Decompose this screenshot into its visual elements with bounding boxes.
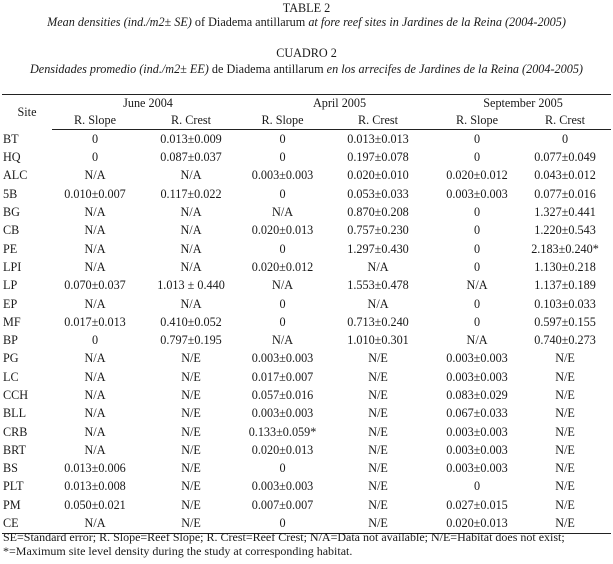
density-cell: 0 <box>279 314 286 329</box>
table-label: TABLE 2 <box>282 1 331 15</box>
site-code: ALC <box>3 168 28 183</box>
density-cell: N/E <box>555 351 575 366</box>
table-row <box>2 148 611 166</box>
habitat-header: R. Crest <box>138 112 244 130</box>
site-code: LC <box>3 369 19 384</box>
density-table <box>2 94 611 534</box>
density-cell: 0.087±0.037 <box>160 150 222 165</box>
density-cell: N/E <box>368 461 388 476</box>
density-cell: N/E <box>181 442 201 457</box>
density-cell: 0.043±0.012 <box>534 168 596 183</box>
site-code: BG <box>3 205 20 220</box>
habitat-header: R. Slope <box>435 112 519 130</box>
density-cell: 0 <box>279 461 286 476</box>
period-header: September 2005 <box>435 95 611 113</box>
density-cell: N/E <box>555 387 575 402</box>
density-cell: 0.077±0.016 <box>534 186 596 201</box>
table-footnote <box>3 530 611 559</box>
density-cell: N/E <box>181 351 201 366</box>
table-title-part-3: at fore reef sites in Jardines de la Reina (2004-2005) <box>305 15 566 29</box>
density-cell: N/E <box>181 387 201 402</box>
table-row <box>2 331 611 349</box>
table-row <box>2 240 611 258</box>
density-cell: N/E <box>555 479 575 494</box>
density-cell: N/E <box>138 514 244 533</box>
habitat-header: R. Slope <box>244 112 321 130</box>
table-row <box>2 221 611 239</box>
density-cell: 0.003±0.003 <box>251 351 314 366</box>
density-cell: 0 <box>473 223 481 238</box>
density-cell: N/A <box>180 259 202 274</box>
density-cell: N/E <box>181 479 201 494</box>
density-cell: N/A <box>84 351 106 366</box>
density-cell: 0.013±0.013 <box>347 131 409 146</box>
density-cell: N/A <box>84 205 106 220</box>
table-row <box>2 496 611 514</box>
density-cell: 0.597±0.155 <box>534 314 596 329</box>
site-code: CE <box>2 514 52 533</box>
density-cell: N/A <box>367 296 389 311</box>
density-cell: 0.133±0.059* <box>248 424 317 439</box>
density-cell: N/A <box>52 514 138 533</box>
site-code: PE <box>3 241 18 256</box>
density-cell: 0.017±0.007 <box>251 369 314 384</box>
density-cell: 0.003±0.003 <box>446 351 508 366</box>
density-cell: N/A <box>180 296 202 311</box>
density-cell: N/A <box>84 241 106 256</box>
density-cell: 0.003±0.003 <box>446 186 508 201</box>
density-cell: 0.003±0.003 <box>446 369 508 384</box>
density-cell: N/A <box>272 205 294 220</box>
density-cell: 0 <box>279 150 286 165</box>
density-cell: 0.117±0.022 <box>160 186 222 201</box>
period-header: June 2004 <box>52 95 244 113</box>
density-cell: N/A <box>466 333 488 348</box>
density-cell: 0.003±0.003 <box>446 424 508 439</box>
density-cell: 0 <box>473 259 481 274</box>
table-row <box>2 295 611 313</box>
density-cell: N/A <box>180 241 202 256</box>
density-cell: N/E <box>368 387 388 402</box>
density-cell: 0 <box>279 296 286 311</box>
site-code: BRT <box>3 442 26 457</box>
density-cell: N/E <box>555 442 575 457</box>
density-cell: N/A <box>180 223 202 238</box>
density-cell: 0.020±0.012 <box>251 259 314 274</box>
density-cell: 0 <box>561 131 569 146</box>
density-cell: 0 <box>244 514 321 533</box>
density-cell: 0.003±0.003 <box>251 168 314 183</box>
density-cell: 0 <box>279 131 286 146</box>
density-cell: N/E <box>181 369 201 384</box>
density-cell: 0.740±0.273 <box>534 333 596 348</box>
density-cell: 0.003±0.003 <box>251 406 314 421</box>
site-code: LP <box>3 278 18 293</box>
density-cell: 1.137±0.189 <box>534 278 596 293</box>
density-cell: 0 <box>473 150 481 165</box>
table-row <box>2 441 611 459</box>
density-cell: N/E <box>181 406 201 421</box>
site-code: CB <box>3 223 20 238</box>
habitat-header: R. Slope <box>52 112 138 130</box>
density-cell: N/E <box>519 514 611 533</box>
site-code: BLL <box>3 406 27 421</box>
table-row <box>2 185 611 203</box>
density-cell: 0 <box>91 131 99 146</box>
density-cell: N/E <box>368 406 388 421</box>
habitat-header: R. Crest <box>519 112 611 130</box>
cuadro-label: CUADRO 2 <box>276 46 337 60</box>
density-cell: N/E <box>555 424 575 439</box>
density-cell: N/E <box>555 461 575 476</box>
table-row <box>2 459 611 477</box>
density-cell: N/A <box>466 278 488 293</box>
density-cell: 1.130±0.218 <box>534 259 596 274</box>
density-cell: 1.297±0.430 <box>347 241 409 256</box>
table-row <box>2 258 611 276</box>
table-title-part-1: Mean densities (ind./m2± SE) <box>47 15 192 29</box>
density-cell: 0.050±0.021 <box>64 497 126 512</box>
density-cell: 0 <box>91 333 99 348</box>
density-cell: 0.007±0.007 <box>251 497 314 512</box>
table-row <box>2 130 611 149</box>
density-cell: N/E <box>181 461 201 476</box>
density-cell: N/A <box>84 387 106 402</box>
footnote-line: SE=Standard error; R. Slope=Reef Slope; R. Crest=Reef Crest; N/A=Data not available; N/E=Habitat does not exist; <box>3 530 565 544</box>
density-cell: 0 <box>473 131 481 146</box>
cuadro-title <box>0 62 613 77</box>
density-cell: 0.870±0.208 <box>347 205 409 220</box>
site-code: CCH <box>3 387 29 402</box>
site-code: BS <box>3 461 18 476</box>
density-cell: 0.083±0.029 <box>446 387 508 402</box>
density-cell: N/E <box>555 369 575 384</box>
density-cell: N/A <box>84 424 106 439</box>
density-cell: 0.057±0.016 <box>251 387 314 402</box>
density-cell: 0.003±0.003 <box>446 442 508 457</box>
density-cell: 0 <box>473 205 481 220</box>
habitat-header: R. Crest <box>321 112 435 130</box>
table-title <box>0 15 613 30</box>
density-cell: 0.020±0.010 <box>347 168 409 183</box>
density-cell: 0.020±0.013 <box>251 223 314 238</box>
density-cell: N/A <box>84 223 106 238</box>
density-cell: 0.410±0.052 <box>160 314 222 329</box>
density-cell: 1.220±0.543 <box>534 223 596 238</box>
site-code: HQ <box>3 150 21 165</box>
density-cell: N/E <box>555 406 575 421</box>
density-cell: 0.013±0.008 <box>64 479 126 494</box>
density-cell: 0.020±0.013 <box>251 442 314 457</box>
density-cell: N/A <box>84 259 106 274</box>
site-header: Site <box>2 95 52 130</box>
density-cell: 0.103±0.033 <box>534 296 596 311</box>
density-cell: 0.013±0.006 <box>64 461 126 476</box>
density-cell: 0 <box>279 186 286 201</box>
density-cell: N/E <box>368 497 388 512</box>
density-cell: 1.327±0.441 <box>534 205 596 220</box>
period-header: April 2005 <box>244 95 435 113</box>
density-cell: 0.003±0.003 <box>446 461 508 476</box>
density-cell: 0.027±0.015 <box>446 497 508 512</box>
site-code: MF <box>3 314 21 329</box>
density-cell: 0.757±0.230 <box>347 223 409 238</box>
site-code: CRB <box>3 424 28 439</box>
density-cell: 0 <box>473 241 481 256</box>
table-body <box>2 130 611 534</box>
cuadro-title-part-3: en los arrecifes de Jardines de la Reina (2004-2005) <box>323 62 583 76</box>
density-cell: 0.003±0.003 <box>251 479 314 494</box>
cuadro-title-species: Diadema antillarum <box>226 62 324 76</box>
header-row-habitats <box>2 112 611 130</box>
density-cell: 0 <box>473 314 481 329</box>
density-cell: 0.017±0.013 <box>64 314 126 329</box>
table-row <box>2 404 611 422</box>
density-cell: N/A <box>84 296 106 311</box>
density-cell: N/A <box>272 278 294 293</box>
density-cell: N/E <box>555 497 575 512</box>
density-cell: N/A <box>272 333 294 348</box>
table-row <box>2 276 611 294</box>
site-code: PM <box>3 497 21 512</box>
density-cell: N/E <box>368 351 388 366</box>
site-code: LPI <box>3 259 22 274</box>
density-cell: N/A <box>84 168 106 183</box>
density-cell: 0.197±0.078 <box>347 150 409 165</box>
density-cell: N/E <box>181 497 201 512</box>
density-cell: N/E <box>368 479 388 494</box>
density-cell: 0.020±0.012 <box>446 168 508 183</box>
header-row-periods <box>2 95 611 113</box>
density-cell: 0.013±0.009 <box>160 131 222 146</box>
density-cell: 0.070±0.037 <box>64 278 126 293</box>
site-code: PLT <box>3 479 24 494</box>
site-code: 5B <box>3 186 18 201</box>
site-code: BP <box>3 333 18 348</box>
density-cell: 0.010±0.007 <box>64 186 126 201</box>
density-cell: N/E <box>181 424 201 439</box>
footnote-line: *=Maximum site level density during the study at corresponding habitat. <box>3 544 353 559</box>
table-row <box>2 203 611 221</box>
density-cell: 0.077±0.049 <box>534 150 596 165</box>
density-cell: 1.553±0.478 <box>347 278 409 293</box>
site-code: PG <box>3 351 19 366</box>
density-cell: 0.053±0.033 <box>347 186 409 201</box>
density-cell: N/E <box>368 424 388 439</box>
table-title-part-2: of <box>191 15 209 29</box>
density-cell: N/A <box>84 369 106 384</box>
table-row <box>2 478 611 496</box>
density-cell: 0 <box>91 150 99 165</box>
table-row <box>2 350 611 368</box>
density-cell: N/A <box>84 442 106 457</box>
table-row <box>2 386 611 404</box>
density-cell: N/A <box>180 168 202 183</box>
site-code: BT <box>3 131 19 146</box>
density-cell: 0.020±0.013 <box>435 514 519 533</box>
density-cell: N/A <box>180 205 202 220</box>
cuadro-title-part-2: de <box>208 62 227 76</box>
density-cell: 2.183±0.240* <box>531 241 599 256</box>
density-cell: 0.797±0.195 <box>160 333 222 348</box>
table-row <box>2 368 611 386</box>
density-cell: 0 <box>279 241 286 256</box>
table-row <box>2 423 611 441</box>
density-cell: 0.713±0.240 <box>347 314 409 329</box>
table-title-species: Diadema antillarum <box>208 15 306 29</box>
site-code: EP <box>3 296 18 311</box>
density-cell: 0.067±0.033 <box>446 406 508 421</box>
density-cell: N/A <box>367 259 389 274</box>
table-row <box>2 313 611 331</box>
density-cell: 0 <box>473 296 481 311</box>
density-cell: N/E <box>368 442 388 457</box>
density-cell: 1.010±0.301 <box>347 333 409 348</box>
cuadro-title-part-1: Densidades promedio (ind./m2± EE) <box>29 62 209 76</box>
density-cell: N/A <box>84 406 106 421</box>
density-cell: N/E <box>368 369 388 384</box>
density-cell: 1.013 ± 0.440 <box>157 278 225 293</box>
density-cell: N/E <box>321 514 435 533</box>
density-cell: 0 <box>473 479 481 494</box>
table-row <box>2 167 611 185</box>
